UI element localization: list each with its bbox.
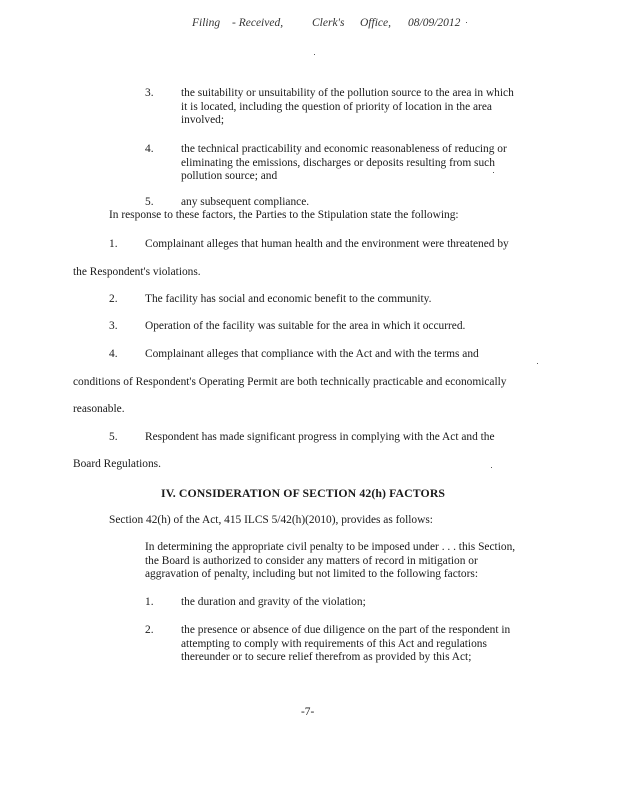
list-line: the presence or absence of due diligence on the part of the respondent in bbox=[181, 624, 511, 636]
scan-speck bbox=[493, 172, 494, 173]
section-heading: IV. CONSIDERATION OF SECTION 42(h) FACTORS bbox=[161, 486, 446, 500]
list-line: it is located, including the question of priority of location in the area bbox=[181, 100, 492, 113]
response-number: 4. bbox=[109, 348, 118, 360]
response-intro: In response to these factors, the Parties to the Stipulation state the following: bbox=[109, 209, 459, 221]
scan-speck bbox=[537, 363, 538, 364]
section-intro: Section 42(h) of the Act, 415 ILCS 5/42(h)(2010), provides as follows: bbox=[109, 514, 433, 526]
response-number: 3. bbox=[109, 320, 118, 332]
list-line: pollution source; and bbox=[181, 170, 278, 182]
header-filing: Filing bbox=[192, 17, 221, 29]
list-number: 5. bbox=[145, 196, 154, 208]
response-line: Complainant alleges that compliance with the Act and with the terms and bbox=[145, 348, 479, 360]
list-number: 4. bbox=[145, 143, 154, 155]
response-line: The facility has social and economic benefit to the community. bbox=[145, 293, 432, 305]
response-number: 5. bbox=[109, 431, 118, 443]
response-line: Complainant alleges that human health and the environment were threatened by bbox=[145, 238, 509, 250]
list-item bbox=[181, 624, 510, 665]
response-number: 2. bbox=[109, 293, 118, 305]
response-line: Board Regulations. bbox=[73, 458, 161, 470]
quote-line: In determining the appropriate civil penalty to be imposed under . . . this Section, bbox=[145, 541, 516, 553]
page-number: -7- bbox=[301, 706, 315, 718]
list-line: any subsequent compliance. bbox=[181, 196, 310, 208]
header-received: - Received, bbox=[232, 17, 284, 29]
list-line: eliminating the emissions, discharges or deposits resulting from such bbox=[181, 156, 495, 169]
list-line: the technical practicability and economic reasonableness of reducing or bbox=[181, 143, 507, 155]
list-number: 3. bbox=[145, 87, 154, 99]
header-office: Office, bbox=[360, 17, 391, 29]
block-quote bbox=[145, 541, 515, 582]
list-line: thereunder or to secure relief therefrom as provided by this Act; bbox=[181, 651, 472, 663]
list-line: the duration and gravity of the violation; bbox=[181, 596, 366, 608]
response-line: Respondent has made significant progress in complying with the Act and the bbox=[145, 431, 495, 443]
list-line: attempting to comply with requirements of this Act and regulations bbox=[181, 637, 487, 650]
header-clerks: Clerk's bbox=[312, 17, 345, 29]
list-item bbox=[181, 87, 514, 128]
list-number: 1. bbox=[145, 596, 154, 608]
quote-line: the Board is authorized to consider any matters of record in mitigation or bbox=[145, 554, 478, 567]
response-line: reasonable. bbox=[73, 403, 125, 415]
list-number: 2. bbox=[145, 624, 154, 636]
scan-speck bbox=[491, 467, 492, 468]
list-item bbox=[181, 143, 507, 184]
response-line: the Respondent's violations. bbox=[73, 266, 201, 278]
header-date: 08/09/2012 bbox=[408, 17, 461, 29]
response-number: 1. bbox=[109, 238, 118, 250]
list-line: the suitability or unsuitability of the pollution source to the area in which bbox=[181, 87, 514, 99]
quote-line: aggravation of penalty, including but not limited to the following factors: bbox=[145, 568, 478, 580]
list-item bbox=[181, 196, 309, 210]
list-item bbox=[181, 596, 366, 610]
response-line: conditions of Respondent's Operating Permit are both technically practicable and economically bbox=[73, 376, 507, 388]
list-line: involved; bbox=[181, 114, 225, 126]
scan-speck bbox=[466, 22, 467, 23]
response-line: Operation of the facility was suitable for the area in which it occurred. bbox=[145, 320, 466, 332]
scan-speck bbox=[314, 54, 315, 55]
